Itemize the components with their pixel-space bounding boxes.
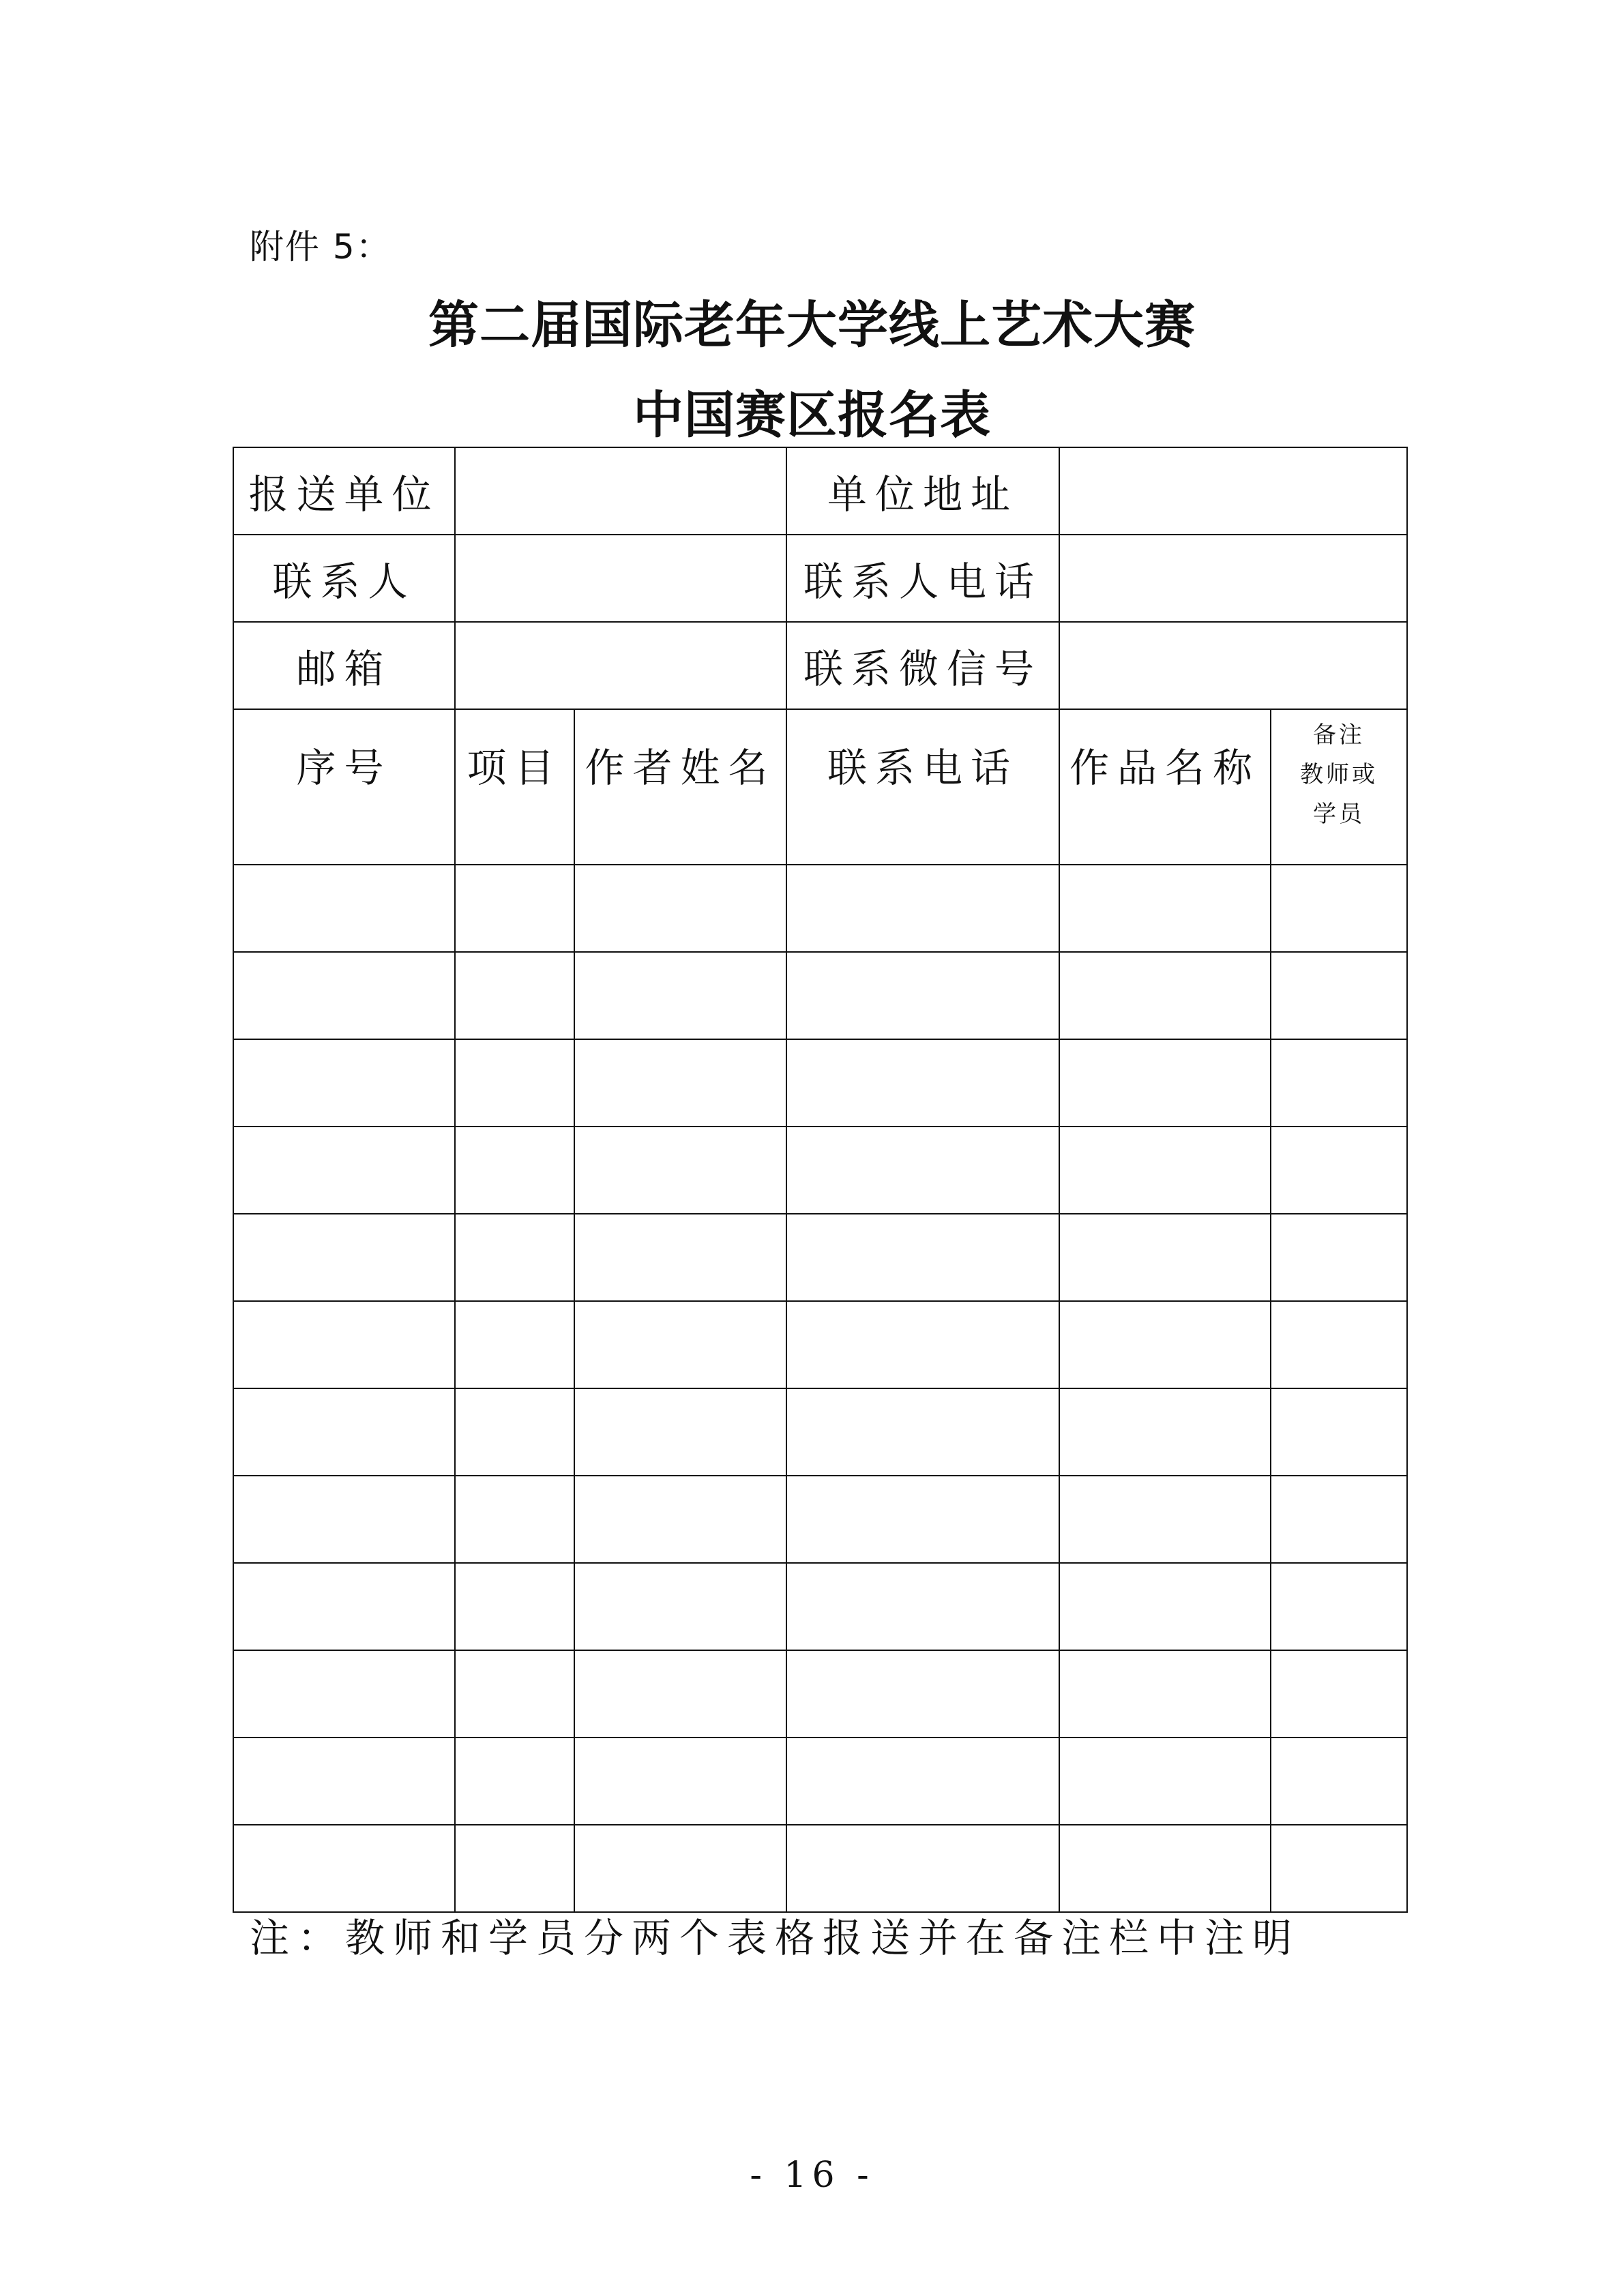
form-title-line1: 第二届国际老年大学线上艺术大赛: [428, 296, 1196, 355]
cell-seq[interactable]: [233, 952, 455, 1039]
cell-project[interactable]: [455, 952, 574, 1039]
cell-work[interactable]: [1059, 1039, 1271, 1127]
cell-project[interactable]: [455, 1127, 574, 1214]
cell-project[interactable]: [455, 1738, 574, 1825]
footnote: 注：教师和学员分两个表格报送并在备注栏中注明: [250, 1915, 1301, 1961]
header-project: 项目: [455, 709, 574, 865]
form-title-line2: 中国赛区报名表: [633, 386, 991, 445]
cell-author[interactable]: [574, 1738, 786, 1825]
cell-work[interactable]: [1059, 1388, 1271, 1476]
cell-phone[interactable]: [786, 1476, 1059, 1563]
cell-phone[interactable]: [786, 1127, 1059, 1214]
cell-author[interactable]: [574, 1650, 786, 1738]
table-row: [233, 1301, 1407, 1388]
field-contact-person[interactable]: [455, 535, 786, 622]
header-work: 作品名称: [1059, 709, 1271, 865]
info-row-email: [233, 622, 1407, 709]
cell-work[interactable]: [1059, 1301, 1271, 1388]
cell-remark[interactable]: [1271, 1563, 1407, 1650]
table-row: [233, 952, 1407, 1039]
label-contact-phone: 联系人电话: [786, 535, 1059, 622]
cell-project[interactable]: [455, 1301, 574, 1388]
field-contact-phone[interactable]: [1059, 535, 1407, 622]
cell-author[interactable]: [574, 1476, 786, 1563]
cell-remark[interactable]: [1271, 1388, 1407, 1476]
field-unit-address[interactable]: [1059, 447, 1407, 535]
header-remark-line2: 教师或: [1300, 761, 1378, 788]
cell-work[interactable]: [1059, 1214, 1271, 1301]
label-reporting-unit: 报送单位: [233, 447, 455, 535]
cell-remark[interactable]: [1271, 1127, 1407, 1214]
table-row: [233, 1563, 1407, 1650]
cell-author[interactable]: [574, 1127, 786, 1214]
cell-phone[interactable]: [786, 1214, 1059, 1301]
cell-seq[interactable]: [233, 1039, 455, 1127]
header-remark-line3: 学员: [1313, 801, 1365, 828]
cell-phone[interactable]: [786, 952, 1059, 1039]
cell-author[interactable]: [574, 1563, 786, 1650]
table-row: [233, 1388, 1407, 1476]
cell-seq[interactable]: [233, 1127, 455, 1214]
cell-seq[interactable]: [233, 1650, 455, 1738]
info-row-unit: [233, 447, 1407, 535]
cell-seq[interactable]: [233, 865, 455, 952]
cell-phone[interactable]: [786, 1650, 1059, 1738]
header-remark: [1271, 709, 1407, 865]
cell-seq[interactable]: [233, 1563, 455, 1650]
cell-author[interactable]: [574, 1388, 786, 1476]
page-number: - 16 -: [750, 2155, 874, 2196]
cell-project[interactable]: [455, 865, 574, 952]
registration-table: [233, 447, 1408, 1913]
cell-work[interactable]: [1059, 1825, 1271, 1912]
cell-project[interactable]: [455, 1214, 574, 1301]
field-email[interactable]: [455, 622, 786, 709]
cell-remark[interactable]: [1271, 1650, 1407, 1738]
cell-author[interactable]: [574, 1825, 786, 1912]
cell-work[interactable]: [1059, 1650, 1271, 1738]
field-wechat[interactable]: [1059, 622, 1407, 709]
cell-author[interactable]: [574, 1214, 786, 1301]
cell-seq[interactable]: [233, 1476, 455, 1563]
cell-project[interactable]: [455, 1476, 574, 1563]
cell-project[interactable]: [455, 1563, 574, 1650]
header-remark-line1: 备注: [1313, 721, 1365, 749]
field-reporting-unit[interactable]: [455, 447, 786, 535]
cell-phone[interactable]: [786, 1825, 1059, 1912]
cell-work[interactable]: [1059, 1563, 1271, 1650]
cell-seq[interactable]: [233, 1214, 455, 1301]
cell-remark[interactable]: [1271, 865, 1407, 952]
cell-phone[interactable]: [786, 1738, 1059, 1825]
cell-remark[interactable]: [1271, 1825, 1407, 1912]
cell-work[interactable]: [1059, 1738, 1271, 1825]
table-row: [233, 1476, 1407, 1563]
cell-remark[interactable]: [1271, 1301, 1407, 1388]
label-unit-address: 单位地址: [786, 447, 1059, 535]
table-header-row: [233, 709, 1407, 865]
cell-phone[interactable]: [786, 865, 1059, 952]
cell-phone[interactable]: [786, 1563, 1059, 1650]
cell-seq[interactable]: [233, 1388, 455, 1476]
cell-remark[interactable]: [1271, 1738, 1407, 1825]
label-wechat: 联系微信号: [786, 622, 1059, 709]
cell-project[interactable]: [455, 1388, 574, 1476]
cell-project[interactable]: [455, 1650, 574, 1738]
info-row-contact: [233, 535, 1407, 622]
cell-project[interactable]: [455, 1825, 574, 1912]
label-email: 邮箱: [233, 622, 455, 709]
table-row: [233, 865, 1407, 952]
attachment-label: 附件 5：: [250, 227, 392, 267]
cell-seq[interactable]: [233, 1825, 455, 1912]
header-author: 作者姓名: [574, 709, 786, 865]
cell-project[interactable]: [455, 1039, 574, 1127]
label-contact-person: 联系人: [233, 535, 455, 622]
table-row: [233, 1127, 1407, 1214]
cell-work[interactable]: [1059, 1127, 1271, 1214]
cell-seq[interactable]: [233, 1301, 455, 1388]
table-row: [233, 1214, 1407, 1301]
table-row: [233, 1825, 1407, 1912]
cell-author[interactable]: [574, 952, 786, 1039]
cell-phone[interactable]: [786, 1301, 1059, 1388]
header-phone: 联系电话: [786, 709, 1059, 865]
cell-work[interactable]: [1059, 865, 1271, 952]
cell-remark[interactable]: [1271, 1214, 1407, 1301]
cell-remark[interactable]: [1271, 1039, 1407, 1127]
cell-phone[interactable]: [786, 1388, 1059, 1476]
cell-work[interactable]: [1059, 1476, 1271, 1563]
cell-remark[interactable]: [1271, 952, 1407, 1039]
header-seq: 序号: [233, 709, 455, 865]
table-row: [233, 1650, 1407, 1738]
cell-seq[interactable]: [233, 1738, 455, 1825]
table-row: [233, 1039, 1407, 1127]
cell-author[interactable]: [574, 1039, 786, 1127]
cell-work[interactable]: [1059, 952, 1271, 1039]
cell-author[interactable]: [574, 865, 786, 952]
cell-phone[interactable]: [786, 1039, 1059, 1127]
cell-author[interactable]: [574, 1301, 786, 1388]
table-row: [233, 1738, 1407, 1825]
cell-remark[interactable]: [1271, 1476, 1407, 1563]
